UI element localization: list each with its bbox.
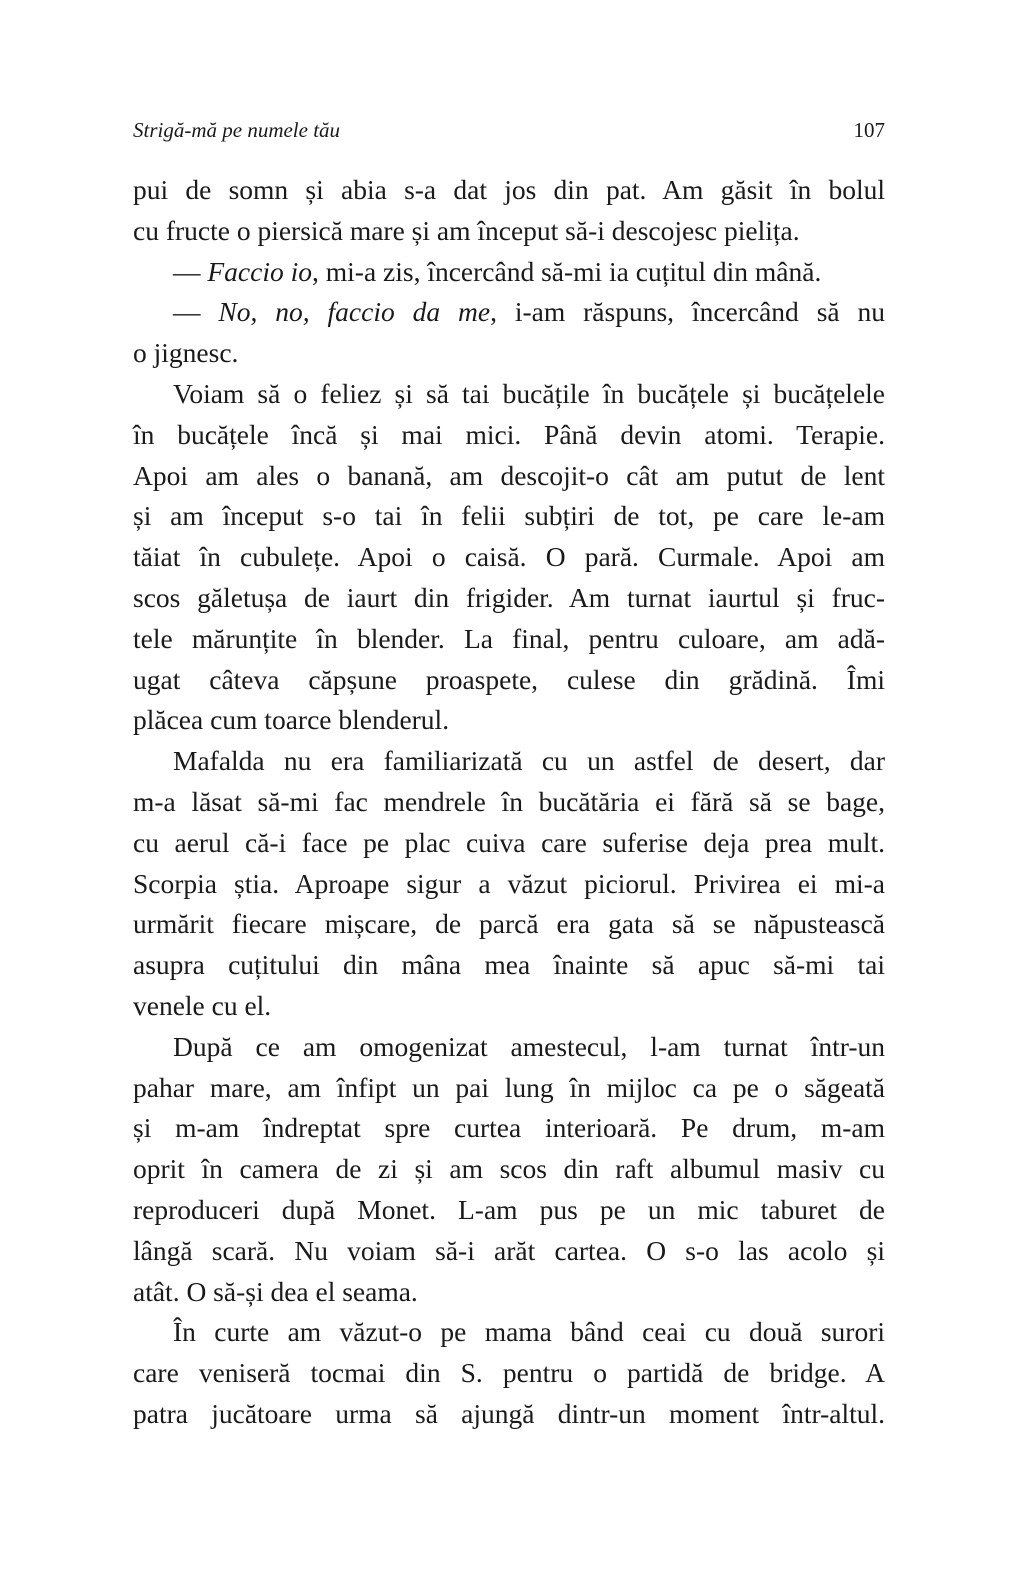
line-text: care veniseră tocmai din S. pentru o partidă de bridge. A xyxy=(133,1357,885,1389)
text-line xyxy=(133,211,885,252)
line-text: cu fructe o piersică mare și am început să-i descojesc pielița. xyxy=(133,214,800,246)
text-line xyxy=(133,496,885,537)
text-line xyxy=(133,945,885,986)
line-text: ugat câteva căpșune proaspete, culese din grădină. Îmi xyxy=(133,663,885,695)
text-line xyxy=(133,456,885,497)
line-text: tele mărunțite în blender. La final, pentru culoare, am adă- xyxy=(133,622,885,654)
line-text: Scorpia știa. Aproape sigur a văzut piciorul. Privirea ei mi-a xyxy=(133,867,885,899)
italic-phrase: No, no, faccio da me xyxy=(218,296,491,328)
line-text: În curte am văzut-o pe mama bând ceai cu două surori xyxy=(173,1316,885,1348)
line-text: tăiat în cubulețe. Apoi o caisă. O pară. Curmale. Apoi am xyxy=(133,541,885,573)
running-title: Strigă-mă pe numele tău xyxy=(133,118,341,142)
text-line xyxy=(133,782,885,823)
line-text: patra jucătoare urma să ajungă dintr-un moment într-altul. xyxy=(133,1397,885,1429)
text-line xyxy=(133,1272,885,1313)
text-line xyxy=(133,741,885,782)
line-text: atât. O să-și dea el seama. xyxy=(133,1275,418,1307)
line-text: , i-am răspuns, încercând să nu xyxy=(490,296,886,328)
text-line xyxy=(133,904,885,945)
page-number: 107 xyxy=(853,118,885,142)
body-text xyxy=(133,170,885,1435)
line-text: o jignesc. xyxy=(133,337,239,369)
dialogue-dash: — xyxy=(173,296,219,328)
text-line xyxy=(133,578,885,619)
italic-phrase: Faccio io xyxy=(207,255,312,287)
text-line xyxy=(133,1108,885,1149)
text-line xyxy=(133,1027,885,1068)
line-text: pahar mare, am înfipt un pai lung în mijloc ca pe o săgeată xyxy=(133,1071,885,1103)
line-text: , mi-a zis, încercând să-mi ia cuțitul din mână. xyxy=(312,255,822,287)
text-line xyxy=(133,619,885,660)
text-line xyxy=(133,415,885,456)
line-text: După ce am omogenizat amestecul, l-am turnat într-un xyxy=(173,1030,885,1062)
text-line xyxy=(133,374,885,415)
line-text: în bucățele încă și mai mici. Până devin atomi. Terapie. xyxy=(133,418,885,450)
text-line xyxy=(133,1190,885,1231)
line-text: urmărit fiecare mișcare, de parcă era gata să se năpustească xyxy=(133,908,885,940)
text-line xyxy=(133,1312,885,1353)
text-line xyxy=(133,700,885,741)
running-header xyxy=(133,118,885,148)
line-text: lângă scară. Nu voiam să-i arăt cartea. O s-o las acolo și xyxy=(133,1234,885,1266)
line-text: asupra cuțitului din mâna mea înainte să apuc să-mi tai xyxy=(133,949,885,981)
line-text: oprit în camera de zi și am scos din raft albumul masiv cu xyxy=(133,1153,885,1185)
line-text: venele cu el. xyxy=(133,989,272,1021)
line-text: cu aerul că-i face pe plac cuiva care suferise deja prea mult. xyxy=(133,826,885,858)
text-line xyxy=(133,537,885,578)
text-line xyxy=(133,170,885,211)
line-text: Mafalda nu era familiarizată cu un astfel de desert, dar xyxy=(173,745,885,777)
text-line xyxy=(133,292,885,333)
line-text: Voiam să o feliez și să tai bucățile în bucățele și bucățelele xyxy=(173,377,885,409)
line-text: pui de somn și abia s-a dat jos din pat. Am găsit în bolul xyxy=(133,174,885,205)
line-text: plăcea cum toarce blenderul. xyxy=(133,704,450,736)
text-line xyxy=(133,1353,885,1394)
dialogue-dash: — xyxy=(173,255,208,287)
text-line xyxy=(133,333,885,374)
text-line xyxy=(133,1394,885,1435)
line-text: și am început s-o tai în felii subțiri de tot, pe care le-am xyxy=(133,500,885,532)
text-line xyxy=(133,1231,885,1272)
text-line xyxy=(133,660,885,701)
text-line xyxy=(133,986,885,1027)
text-line xyxy=(133,252,885,293)
text-line xyxy=(133,823,885,864)
line-text: și m-am îndreptat spre curtea interioară. Pe drum, m-am xyxy=(133,1112,885,1144)
line-text: Apoi am ales o banană, am descojit-o cât am putut de lent xyxy=(133,459,885,491)
line-text: m-a lăsat să-mi fac mendrele în bucătăria ei fără să se bage, xyxy=(133,785,885,817)
text-line xyxy=(133,864,885,905)
text-line xyxy=(133,1149,885,1190)
text-line xyxy=(133,1068,885,1109)
line-text: reproduceri după Monet. L-am pus pe un mic taburet de xyxy=(133,1193,885,1225)
line-text: scos găletușa de iaurt din frigider. Am turnat iaurtul și fruc- xyxy=(133,581,885,613)
